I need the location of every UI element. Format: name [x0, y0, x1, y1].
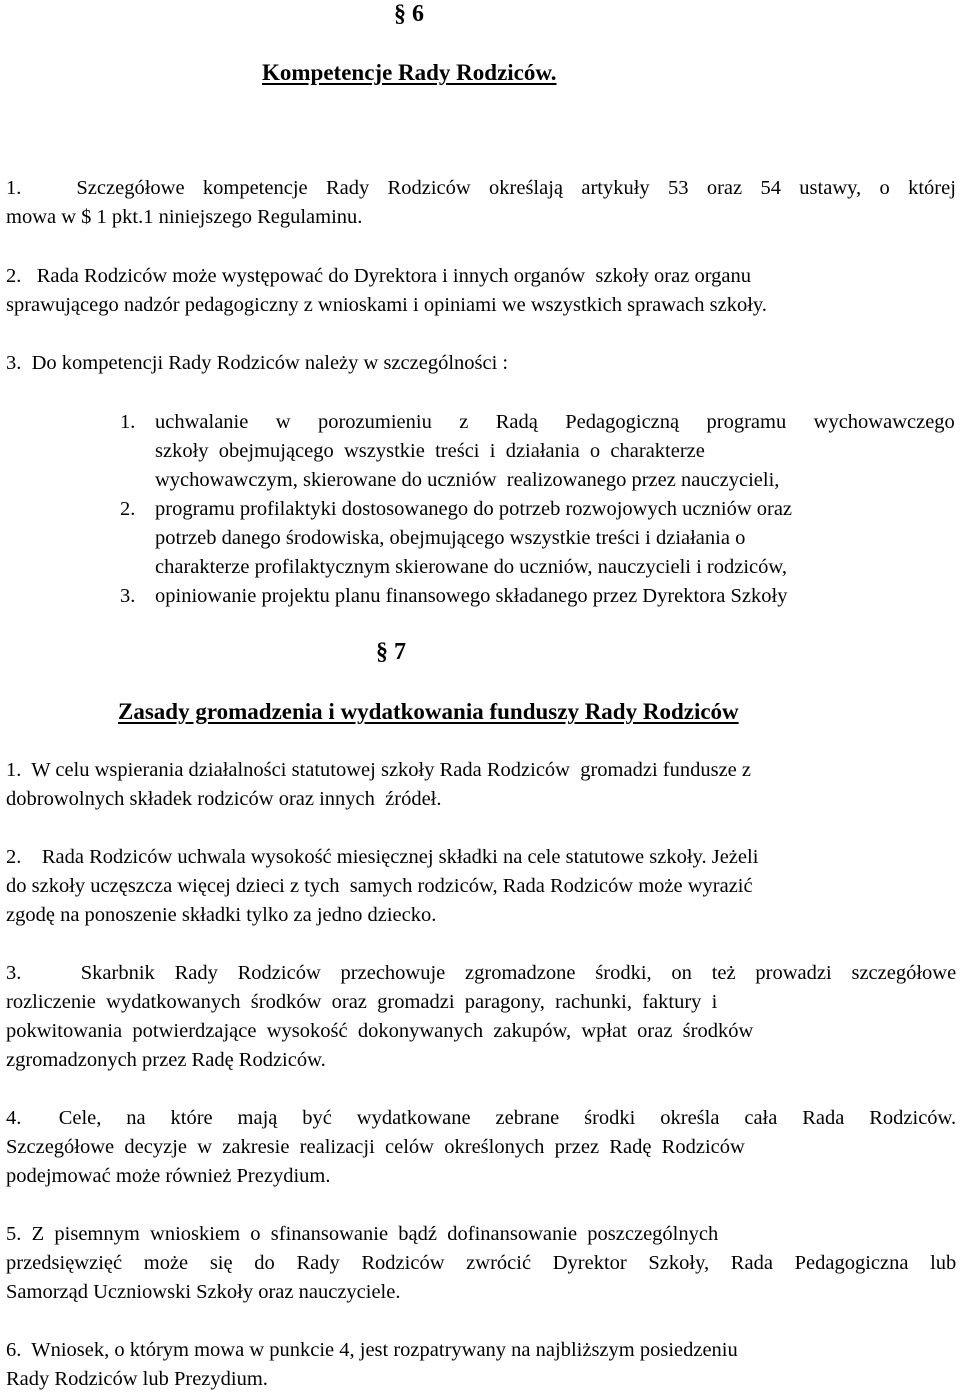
- list-item-line: programu profilaktyki dostosowanego do potrzeb rozwojowych uczniów oraz: [155, 498, 793, 520]
- sec6-paragraph-1: [6, 174, 956, 232]
- sec7-paragraph-6: [6, 1336, 956, 1394]
- sec6-paragraph-2: [6, 262, 956, 320]
- paragraph-line: przedsięwzięć może się do Rady Rodziców zwrócić Dyrektor Szkoły, Rada Pedagogiczna lub: [6, 1252, 957, 1274]
- list-item: [120, 495, 956, 582]
- paragraph-line: zgromadzonych przez Radę Rodziców.: [6, 1049, 326, 1071]
- list-item-number: 2.: [120, 498, 136, 520]
- paragraph-line: sprawującego nadzór pedagogiczny z wnioskami i opiniami we wszystkich sprawach szkoły.: [6, 294, 767, 316]
- list-item-line: wychowawczym, skierowane do uczniów realizowanego przez nauczycieli,: [155, 469, 780, 491]
- paragraph-line: dobrowolnych składek rodziców oraz innych źródeł.: [6, 788, 442, 810]
- section-6-title: Kompetencje Rady Rodziców.: [262, 60, 557, 85]
- paragraph-line: Samorząd Uczniowski Szkoły oraz nauczyciele.: [6, 1281, 401, 1303]
- paragraph-line: 3. Skarbnik Rady Rodziców przechowuje zgromadzone środki, on też prowadzi szczegółowe: [6, 962, 957, 984]
- competence-list: [120, 408, 956, 611]
- list-item: [120, 582, 956, 611]
- list-item-line: potrzeb danego środowiska, obejmującego wszystkie treści i działania o: [155, 527, 746, 549]
- sec7-paragraph-5: [6, 1220, 956, 1307]
- list-item-line: charakterze profilaktycznym skierowane do uczniów, nauczycieli i rodziców,: [155, 556, 787, 578]
- list-item-number: 1.: [120, 411, 136, 433]
- paragraph-line: rozliczenie wydatkowanych środków oraz gromadzi paragony, rachunki, faktury i: [6, 991, 718, 1013]
- list-item-line: opiniowanie projektu planu finansowego składanego przez Dyrektora Szkoły: [155, 585, 788, 607]
- paragraph-line: podejmować może również Prezydium.: [6, 1165, 331, 1187]
- paragraph-line: zgodę na ponoszenie składki tylko za jedno dziecko.: [6, 904, 437, 926]
- paragraph-line: do szkoły uczęszcza więcej dzieci z tych samych rodziców, Rada Rodziców może wyrazić: [6, 875, 753, 897]
- sec7-paragraph-2: [6, 843, 956, 930]
- sec7-paragraph-3: [6, 959, 956, 1075]
- paragraph-line: 5. Z pisemnym wnioskiem o sfinansowanie bądź dofinansowanie poszczególnych: [6, 1223, 719, 1245]
- sec6-paragraph-3: [6, 349, 956, 378]
- sec7-paragraph-4: [6, 1104, 956, 1191]
- paragraph-line: mowa w $ 1 pkt.1 niniejszego Regulaminu.: [6, 206, 363, 228]
- paragraph-line: pokwitowania potwierdzające wysokość dokonywanych zakupów, wpłat oraz środków: [6, 1020, 754, 1042]
- paragraph-line: Szczegółowe decyzje w zakresie realizacji celów określonych przez Radę Rodziców: [6, 1136, 745, 1158]
- list-item-line: szkoły obejmującego wszystkie treści i działania o charakterze: [155, 440, 705, 462]
- paragraph-line: 2. Rada Rodziców uchwala wysokość miesięcznej składki na cele statutowe szkoły. Jeżeli: [6, 846, 759, 868]
- paragraph-line: 6. Wniosek, o którym mowa w punkcie 4, jest rozpatrywany na najbliższym posiedzeniu: [6, 1339, 738, 1361]
- paragraph-line: 4. Cele, na które mają być wydatkowane zebrane środki określa cała Rada Rodziców.: [6, 1107, 957, 1129]
- section-7-title: Zasady gromadzenia i wydatkowania funduszy Rady Rodziców: [118, 699, 739, 724]
- paragraph-line: 1. Szczegółowe kompetencje Rady Rodziców określają artykuły 53 oraz 54 ustawy, o której: [6, 177, 956, 199]
- list-item: [120, 408, 956, 495]
- paragraph-line: 3. Do kompetencji Rady Rodziców należy w szczególności :: [6, 352, 509, 374]
- list-item-number: 3.: [120, 585, 136, 607]
- section-6-number: § 6: [394, 1, 424, 27]
- section-7-number: § 7: [376, 639, 406, 665]
- paragraph-line: Rady Rodziców lub Prezydium.: [6, 1368, 268, 1390]
- sec7-paragraph-1: [6, 756, 956, 814]
- list-item-line: uchwalanie w porozumieniu z Radą Pedagogiczną programu wychowawczego: [155, 411, 955, 433]
- paragraph-line: 2. Rada Rodziców może występować do Dyrektora i innych organów szkoły oraz organu: [6, 265, 752, 287]
- paragraph-line: 1. W celu wspierania działalności statutowej szkoły Rada Rodziców gromadzi fundusze z: [6, 759, 751, 781]
